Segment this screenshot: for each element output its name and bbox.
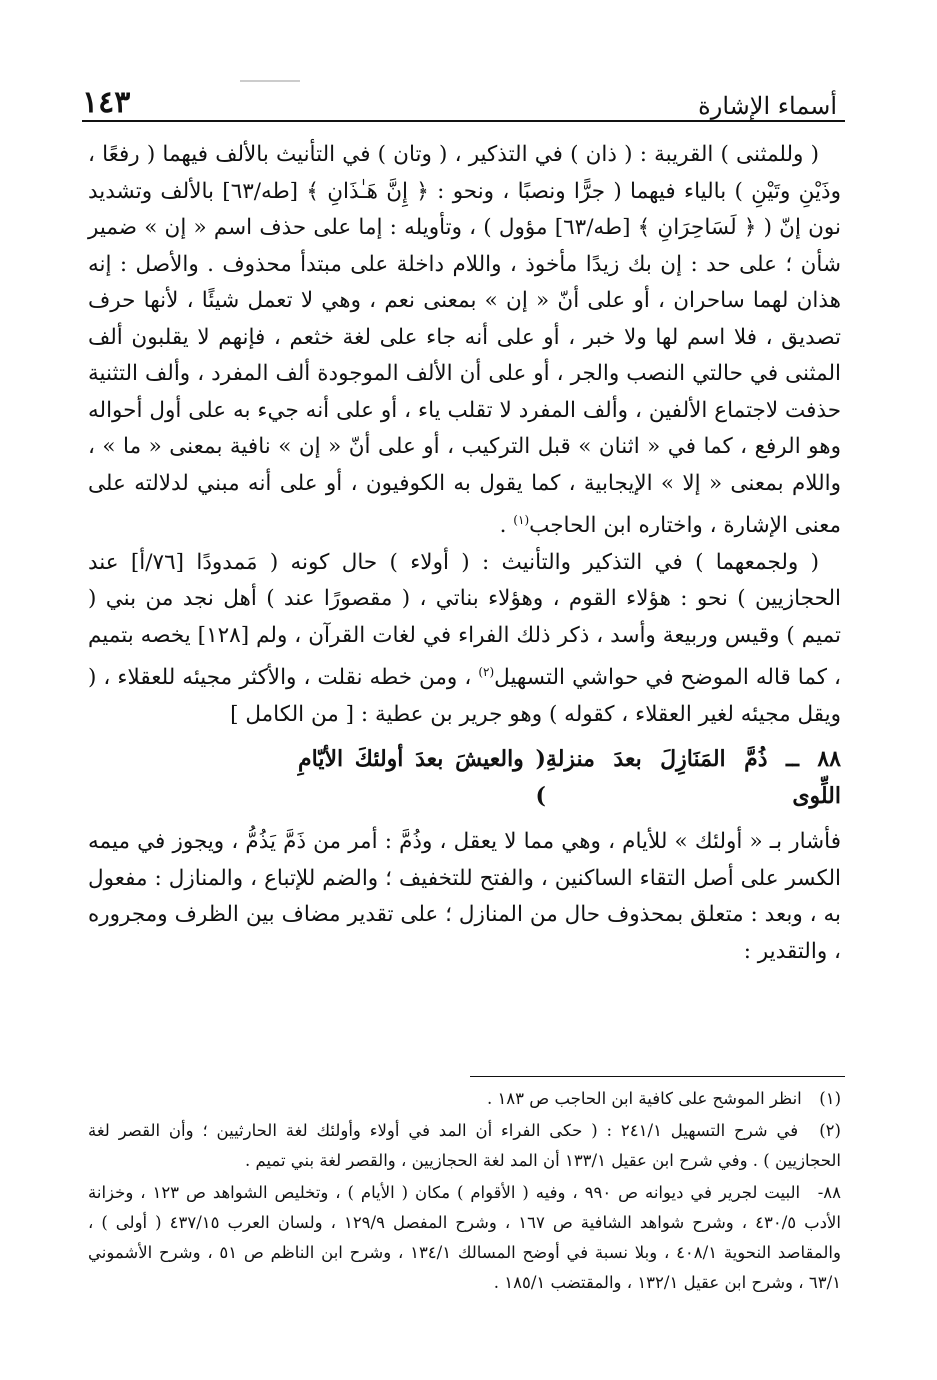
running-title: أسماء الإشارة — [698, 92, 837, 120]
footnote-rule — [470, 1076, 845, 1077]
main-text — [88, 137, 841, 970]
paragraph-plural: ( ولجمعهما ) في التذكير والتأنيث : ( أولاء ) حال كونه ( مَمدودًا [٧٦/أ] عند الحجازيين ) نحو : هؤلاء القوم ، وهؤلاء بناتي ، ( مقصورًا عند ) أهل نجد من بني ( تميم ) وقيس وربيعة وأسد ، ذكر ذلك الفراء في لغات القرآن ، ولم [١٢٨] يخصه بتميم ، كما قاله الموضح في حواشي التسهيل$^{(٢)}$ ، ومن خطه نقلت ، والأكثر مجيئه للعقلاء ، ( ويقل مجيئه لغير العقلاء ، كقوله ) وهو جرير بن عطية : [ من الكامل ] — [88, 549, 842, 727]
footnote-ref-1: (١) — [513, 513, 530, 527]
page-header — [82, 80, 837, 120]
verse-second-hemistich: ( والعيشَ بعدَ أولئكَ الأيّامِ ) — [298, 746, 546, 809]
footnote: (٢) في شرح التسهيل ٢٤١/١ : ( حكى الفراء أن المد في أولاء وأولئك لغة الحارثيين ؛ وأن القصر لغة الحجازيين ) . وفي شرح ابن عقيل ١٣٣/١ أن المد لغة الحجازيين ، والقصر لغة بني تميم . — [88, 1121, 841, 1170]
paragraph-commentary: فأشار بـ « أولئك » للأيام ، وهي مما لا يعقل ، وذُمَّ : أمر من ذَمَّ يَذُمُّ ، ويجوز في ميمه الكسر على أصل التقاء الساكنين ، والفتح للتخفيف ؛ والضم للإتباع ، والمنازل : مفعول به ، وبعد : متعلق بمحذوف حال من المنازل ؛ على تقدير مضاف بين الظرف ومجروره ، والتقدير : — [88, 829, 841, 964]
page-number: ١٤٣ — [82, 85, 131, 120]
footnote: (١) انظر الموشح على كافية ابن الحاجب ص ١٨٣ . — [486, 1089, 841, 1108]
footnote: ٨٨- البيت لجرير في ديوانه ص ٩٩٠ ، وفيه ( الأقوام ) مكان ( الأيام ) ، وتخليص الشواهد ص ١٢٣ ، وخزانة الأدب ٤٣٠/٥ ، وشرح شواهد الشافية ص ١٦٧ ، وشرح المفصل ١٢٩/٩ ، ولسان العرب ٤٣٧/١٥ ( أولى ) ، والمقاصد النحوية ٤٠٨/١ ، وبلا نسبة في أوضح المسالك ١٣٤/١ ، وشرح ابن الناظم ص ٥١ ، وشرح الأشموني ٦٣/١ ، وشرح ابن عقيل ١٣٢/١ ، والمقتضب ١٨٥/١ . — [88, 1183, 842, 1292]
footnote-ref-2: (٢) — [478, 665, 495, 680]
poetry-verse — [88, 741, 841, 814]
header-rule — [82, 120, 845, 122]
footnotes — [88, 1084, 841, 1300]
paragraph-dual: ( وللمثنى ) القريبة : ( ذان ) في التذكير ، ( وتان ) في التأنيث بالألف فيهما ( رفعًا ، وذَيْنِ وتَيْنِ ) بالياء فيهما ( جرًّا ونصبًا ، ونحو : ﴿ إِنَّ هَـٰذَانِ ﴾ [طه/٦٣] بالألف وتشديد نون إنّ ( ﴿ لَسَاحِرَانِ ﴾ [طه/٦٣] مؤول ) ، وتأويله : إما على حذف اسم « إن » ضمير شأن ؛ على حد : إن بك زيدًا مأخوذ ، واللام داخلة على مبتدأ محذوف . والأصل : إنه هذان لهما ساحران ، أو على أنّ « إن » بمعنى نعم ، وهي لا تعمل شيئًا ، لأنها حرف تصديق ، فلا اسم لها ولا خبر ، أو على أنه جاء على لغة خثعم ، فإنهم لا يقلبون ألف المثنى في حالتي النصب والجر ، أو على أن الألف الموجودة ألف المفرد ، وألف التثنية حذفت لاجتماع الألفين ، وألف المفرد لا تقلب ياء ، أو على أنه جيء به على أول أحواله وهو الرفع ، كما في « اثنان » قبل التركيب ، أو على أنّ « إن » نافية بمعنى « ما » ، واللام بمعنى « إلا » الإيجابية ، كما يقول به الكوفيون ، أو على أنه مبني لدلالته على معنى الإشارة ، واختاره ابن الحاجب$^{(١)}$ . — [88, 142, 841, 539]
verse-first-hemistich: ٨٨ ــ ذُمَّ المَنَازِلَ بعدَ منزلةِ اللِّوى — [545, 746, 841, 809]
